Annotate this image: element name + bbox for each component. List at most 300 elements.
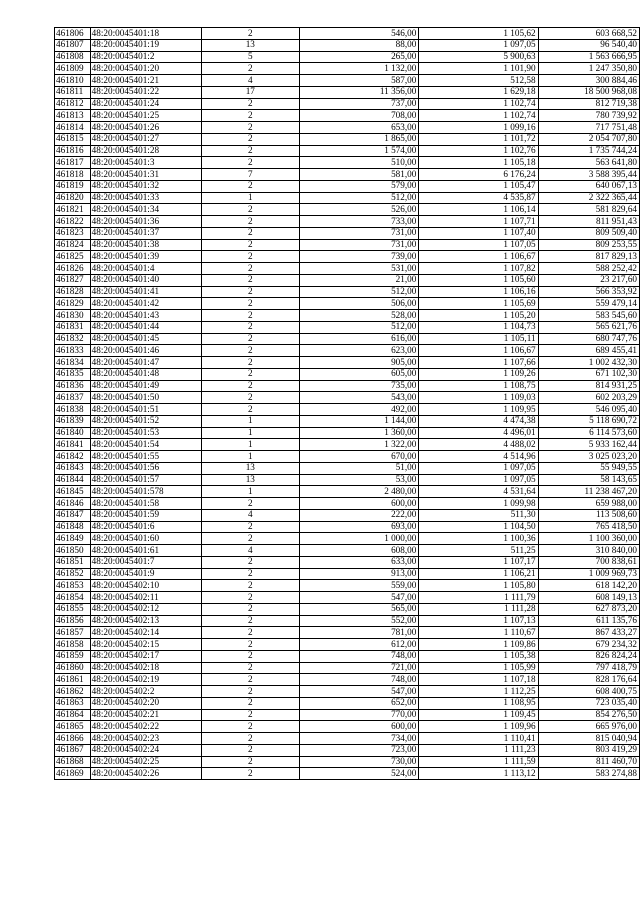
row-id-cell: 461864	[55, 709, 91, 721]
count-cell: 2	[201, 521, 299, 533]
cadastral-number-cell: 48:20:0045401:9	[90, 568, 201, 580]
table-row	[55, 157, 640, 169]
unit-value-cell: 1 113,12	[419, 768, 538, 780]
total-value-cell: 18 500 968,08	[538, 86, 639, 98]
count-cell: 2	[201, 639, 299, 651]
row-id-cell: 461810	[55, 75, 91, 87]
area-cell: 612,00	[299, 639, 419, 651]
cadastral-number-cell: 48:20:0045401:31	[90, 169, 201, 181]
area-cell: 512,00	[299, 321, 419, 333]
table-row	[55, 627, 640, 639]
unit-value-cell: 1 105,18	[419, 157, 538, 169]
area-cell: 51,00	[299, 462, 419, 474]
unit-value-cell: 1 109,45	[419, 709, 538, 721]
area-cell: 670,00	[299, 451, 419, 463]
total-value-cell: 854 276,50	[538, 709, 639, 721]
total-value-cell: 867 433,27	[538, 627, 639, 639]
count-cell: 2	[201, 662, 299, 674]
row-id-cell: 461807	[55, 39, 91, 51]
row-id-cell: 461868	[55, 756, 91, 768]
area-cell: 731,00	[299, 227, 419, 239]
total-value-cell: 3 025 023,20	[538, 451, 639, 463]
row-id-cell: 461860	[55, 662, 91, 674]
row-id-cell: 461862	[55, 686, 91, 698]
area-cell: 528,00	[299, 310, 419, 322]
table-row	[55, 721, 640, 733]
row-id-cell: 461816	[55, 145, 91, 157]
area-cell: 53,00	[299, 474, 419, 486]
unit-value-cell: 1 101,72	[419, 133, 538, 145]
cadastral-number-cell: 48:20:0045401:20	[90, 63, 201, 75]
unit-value-cell: 1 101,90	[419, 63, 538, 75]
table-row	[55, 39, 640, 51]
total-value-cell: 680 747,76	[538, 333, 639, 345]
count-cell: 2	[201, 133, 299, 145]
cadastral-number-cell: 48:20:0045401:54	[90, 439, 201, 451]
table-row	[55, 533, 640, 545]
area-cell: 492,00	[299, 404, 419, 416]
table-row	[55, 556, 640, 568]
count-cell: 2	[201, 404, 299, 416]
unit-value-cell: 1 107,17	[419, 556, 538, 568]
area-cell: 616,00	[299, 333, 419, 345]
table-row	[55, 380, 640, 392]
table-row	[55, 603, 640, 615]
area-cell: 1 360,00	[299, 427, 419, 439]
cadastral-table	[54, 27, 640, 780]
count-cell: 1	[201, 451, 299, 463]
count-cell: 2	[201, 157, 299, 169]
table-row	[55, 239, 640, 251]
cadastral-number-cell: 48:20:0045401:32	[90, 180, 201, 192]
table-row	[55, 298, 640, 310]
area-cell: 524,00	[299, 768, 419, 780]
table-row	[55, 686, 640, 698]
unit-value-cell: 1 105,47	[419, 180, 538, 192]
area-cell: 1 000,00	[299, 533, 419, 545]
table-row	[55, 251, 640, 263]
unit-value-cell: 1 099,16	[419, 122, 538, 134]
table-row	[55, 321, 640, 333]
area-cell: 581,00	[299, 169, 419, 181]
cadastral-number-cell: 48:20:0045402:24	[90, 744, 201, 756]
row-id-cell: 461850	[55, 545, 91, 557]
row-id-cell: 461808	[55, 51, 91, 63]
row-id-cell: 461858	[55, 639, 91, 651]
area-cell: 739,00	[299, 251, 419, 263]
area-cell: 623,00	[299, 345, 419, 357]
total-value-cell: 2 322 365,44	[538, 192, 639, 204]
cadastral-number-cell: 48:20:0045401:37	[90, 227, 201, 239]
table-row	[55, 662, 640, 674]
table-row	[55, 415, 640, 427]
row-id-cell: 461866	[55, 733, 91, 745]
table-row	[55, 122, 640, 134]
row-id-cell: 461822	[55, 216, 91, 228]
table-row	[55, 86, 640, 98]
area-cell: 565,00	[299, 603, 419, 615]
unit-value-cell: 1 105,60	[419, 274, 538, 286]
total-value-cell: 780 739,92	[538, 110, 639, 122]
cadastral-number-cell: 48:20:0045402:12	[90, 603, 201, 615]
row-id-cell: 461844	[55, 474, 91, 486]
count-cell: 1	[201, 427, 299, 439]
total-value-cell: 583 545,60	[538, 310, 639, 322]
area-cell: 723,00	[299, 744, 419, 756]
row-id-cell: 461827	[55, 274, 91, 286]
total-value-cell: 659 988,00	[538, 498, 639, 510]
unit-value-cell: 4 496,01	[419, 427, 538, 439]
total-value-cell: 826 824,24	[538, 650, 639, 662]
count-cell: 2	[201, 568, 299, 580]
cadastral-number-cell: 48:20:0045401:45	[90, 333, 201, 345]
table-row	[55, 568, 640, 580]
cadastral-number-cell: 48:20:0045402:21	[90, 709, 201, 721]
cadastral-number-cell: 48:20:0045401:4	[90, 263, 201, 275]
area-cell: 587,00	[299, 75, 419, 87]
unit-value-cell: 1 107,18	[419, 674, 538, 686]
total-value-cell: 566 353,92	[538, 286, 639, 298]
row-id-cell: 461838	[55, 404, 91, 416]
count-cell: 1	[201, 486, 299, 498]
row-id-cell: 461825	[55, 251, 91, 263]
unit-value-cell: 1 107,40	[419, 227, 538, 239]
count-cell: 2	[201, 674, 299, 686]
row-id-cell: 461839	[55, 415, 91, 427]
count-cell: 2	[201, 227, 299, 239]
count-cell: 1	[201, 415, 299, 427]
unit-value-cell: 4 531,64	[419, 486, 538, 498]
unit-value-cell: 1 110,67	[419, 627, 538, 639]
total-value-cell: 811 951,43	[538, 216, 639, 228]
table-row	[55, 509, 640, 521]
count-cell: 2	[201, 380, 299, 392]
cadastral-number-cell: 48:20:0045401:39	[90, 251, 201, 263]
total-value-cell: 1 735 744,24	[538, 145, 639, 157]
count-cell: 2	[201, 110, 299, 122]
count-cell: 2	[201, 274, 299, 286]
count-cell: 2	[201, 686, 299, 698]
row-id-cell: 461831	[55, 321, 91, 333]
cadastral-number-cell: 48:20:0045401:6	[90, 521, 201, 533]
row-id-cell: 461813	[55, 110, 91, 122]
unit-value-cell: 1 111,79	[419, 592, 538, 604]
count-cell: 2	[201, 298, 299, 310]
unit-value-cell: 1 105,62	[419, 28, 538, 40]
cadastral-number-cell: 48:20:0045401:27	[90, 133, 201, 145]
table-row	[55, 462, 640, 474]
cadastral-number-cell: 48:20:0045402:25	[90, 756, 201, 768]
row-id-cell: 461814	[55, 122, 91, 134]
unit-value-cell: 4 514,96	[419, 451, 538, 463]
row-id-cell: 461834	[55, 357, 91, 369]
count-cell: 2	[201, 533, 299, 545]
area-cell: 748,00	[299, 674, 419, 686]
area-cell: 512,00	[299, 192, 419, 204]
total-value-cell: 588 252,42	[538, 263, 639, 275]
total-value-cell: 583 274,88	[538, 768, 639, 780]
cadastral-number-cell: 48:20:0045401:57	[90, 474, 201, 486]
cadastral-number-cell: 48:20:0045401:21	[90, 75, 201, 87]
total-value-cell: 300 884,46	[538, 75, 639, 87]
unit-value-cell: 1 100,36	[419, 533, 538, 545]
table-row	[55, 615, 640, 627]
cadastral-number-cell: 48:20:0045402:23	[90, 733, 201, 745]
total-value-cell: 618 142,20	[538, 580, 639, 592]
total-value-cell: 546 095,40	[538, 404, 639, 416]
unit-value-cell: 512,58	[419, 75, 538, 87]
count-cell: 2	[201, 721, 299, 733]
row-id-cell: 461856	[55, 615, 91, 627]
row-id-cell: 461833	[55, 345, 91, 357]
cadastral-number-cell: 48:20:0045402:22	[90, 721, 201, 733]
cadastral-number-cell: 48:20:0045401:47	[90, 357, 201, 369]
count-cell: 1	[201, 192, 299, 204]
row-id-cell: 461820	[55, 192, 91, 204]
total-value-cell: 96 540,40	[538, 39, 639, 51]
table-row	[55, 639, 640, 651]
count-cell: 2	[201, 744, 299, 756]
table-row	[55, 263, 640, 275]
total-value-cell: 1 002 432,30	[538, 357, 639, 369]
area-cell: 633,00	[299, 556, 419, 568]
area-cell: 735,00	[299, 380, 419, 392]
cadastral-number-cell: 48:20:0045401:49	[90, 380, 201, 392]
unit-value-cell: 4 474,38	[419, 415, 538, 427]
row-id-cell: 461826	[55, 263, 91, 275]
count-cell: 13	[201, 462, 299, 474]
area-cell: 600,00	[299, 498, 419, 510]
table-row	[55, 216, 640, 228]
area-cell: 510,00	[299, 157, 419, 169]
count-cell: 2	[201, 592, 299, 604]
cadastral-number-cell: 48:20:0045402:2	[90, 686, 201, 698]
area-cell: 733,00	[299, 216, 419, 228]
row-id-cell: 461851	[55, 556, 91, 568]
row-id-cell: 461829	[55, 298, 91, 310]
unit-value-cell: 5 900,63	[419, 51, 538, 63]
area-cell: 531,00	[299, 263, 419, 275]
row-id-cell: 461828	[55, 286, 91, 298]
area-cell: 559,00	[299, 580, 419, 592]
row-id-cell: 461837	[55, 392, 91, 404]
count-cell: 2	[201, 733, 299, 745]
cadastral-number-cell: 48:20:0045402:17	[90, 650, 201, 662]
area-cell: 693,00	[299, 521, 419, 533]
area-cell: 721,00	[299, 662, 419, 674]
table-row	[55, 357, 640, 369]
unit-value-cell: 1 102,74	[419, 98, 538, 110]
area-cell: 913,00	[299, 568, 419, 580]
table-row	[55, 333, 640, 345]
table-row	[55, 486, 640, 498]
total-value-cell: 809 509,40	[538, 227, 639, 239]
unit-value-cell: 1 110,41	[419, 733, 538, 745]
cadastral-number-cell: 48:20:0045401:51	[90, 404, 201, 416]
unit-value-cell: 1 109,86	[419, 639, 538, 651]
total-value-cell: 723 035,40	[538, 697, 639, 709]
total-value-cell: 608 149,13	[538, 592, 639, 604]
unit-value-cell: 4 488,02	[419, 439, 538, 451]
row-id-cell: 461830	[55, 310, 91, 322]
row-id-cell: 461811	[55, 86, 91, 98]
table-row	[55, 368, 640, 380]
area-cell: 731,00	[299, 239, 419, 251]
table-row	[55, 169, 640, 181]
table-row	[55, 733, 640, 745]
count-cell: 2	[201, 556, 299, 568]
row-id-cell: 461821	[55, 204, 91, 216]
count-cell: 2	[201, 357, 299, 369]
table-row	[55, 697, 640, 709]
count-cell: 13	[201, 39, 299, 51]
unit-value-cell: 1 108,75	[419, 380, 538, 392]
row-id-cell: 461861	[55, 674, 91, 686]
total-value-cell: 559 479,14	[538, 298, 639, 310]
area-cell: 608,00	[299, 545, 419, 557]
unit-value-cell: 1 107,82	[419, 263, 538, 275]
unit-value-cell: 1 104,50	[419, 521, 538, 533]
table-row	[55, 75, 640, 87]
cadastral-number-cell: 48:20:0045402:19	[90, 674, 201, 686]
cadastral-number-cell: 48:20:0045401:33	[90, 192, 201, 204]
area-cell: 1 865,00	[299, 133, 419, 145]
cadastral-number-cell: 48:20:0045401:24	[90, 98, 201, 110]
count-cell: 5	[201, 51, 299, 63]
total-value-cell: 1 563 666,95	[538, 51, 639, 63]
count-cell: 2	[201, 615, 299, 627]
row-id-cell: 461869	[55, 768, 91, 780]
area-cell: 552,00	[299, 615, 419, 627]
total-value-cell: 58 143,65	[538, 474, 639, 486]
cadastral-number-cell: 48:20:0045401:34	[90, 204, 201, 216]
count-cell: 2	[201, 768, 299, 780]
total-value-cell: 563 641,80	[538, 157, 639, 169]
total-value-cell: 2 054 707,80	[538, 133, 639, 145]
total-value-cell: 814 931,25	[538, 380, 639, 392]
table-row	[55, 404, 640, 416]
row-id-cell: 461823	[55, 227, 91, 239]
cadastral-number-cell: 48:20:0045402:14	[90, 627, 201, 639]
total-value-cell: 671 102,30	[538, 368, 639, 380]
unit-value-cell: 1 106,67	[419, 345, 538, 357]
unit-value-cell: 1 106,67	[419, 251, 538, 263]
cadastral-number-cell: 48:20:0045401:46	[90, 345, 201, 357]
cadastral-number-cell: 48:20:0045402:11	[90, 592, 201, 604]
cadastral-number-cell: 48:20:0045401:36	[90, 216, 201, 228]
total-value-cell: 581 829,64	[538, 204, 639, 216]
unit-value-cell: 1 106,16	[419, 286, 538, 298]
row-id-cell: 461852	[55, 568, 91, 580]
row-id-cell: 461857	[55, 627, 91, 639]
unit-value-cell: 1 104,73	[419, 321, 538, 333]
count-cell: 2	[201, 263, 299, 275]
table-row	[55, 110, 640, 122]
count-cell: 2	[201, 239, 299, 251]
area-cell: 543,00	[299, 392, 419, 404]
total-value-cell: 5 118 690,72	[538, 415, 639, 427]
cadastral-number-cell: 48:20:0045401:42	[90, 298, 201, 310]
total-value-cell: 5 933 162,44	[538, 439, 639, 451]
cadastral-number-cell: 48:20:0045401:44	[90, 321, 201, 333]
total-value-cell: 679 234,32	[538, 639, 639, 651]
cadastral-number-cell: 48:20:0045401:58	[90, 498, 201, 510]
total-value-cell: 812 719,38	[538, 98, 639, 110]
area-cell: 905,00	[299, 357, 419, 369]
count-cell: 2	[201, 333, 299, 345]
cadastral-number-cell: 48:20:0045401:55	[90, 451, 201, 463]
row-id-cell: 461848	[55, 521, 91, 533]
total-value-cell: 23 217,60	[538, 274, 639, 286]
table-row	[55, 674, 640, 686]
row-id-cell: 461817	[55, 157, 91, 169]
area-cell: 653,00	[299, 122, 419, 134]
row-id-cell: 461846	[55, 498, 91, 510]
table-body	[55, 28, 640, 780]
cadastral-number-cell: 48:20:0045401:578	[90, 486, 201, 498]
cadastral-number-cell: 48:20:0045401:7	[90, 556, 201, 568]
table-row	[55, 474, 640, 486]
cadastral-number-cell: 48:20:0045401:61	[90, 545, 201, 557]
area-cell: 1 322,00	[299, 439, 419, 451]
table-row	[55, 650, 640, 662]
row-id-cell: 461824	[55, 239, 91, 251]
total-value-cell: 611 135,76	[538, 615, 639, 627]
area-cell: 600,00	[299, 721, 419, 733]
total-value-cell: 803 419,29	[538, 744, 639, 756]
cadastral-number-cell: 48:20:0045401:56	[90, 462, 201, 474]
area-cell: 547,00	[299, 592, 419, 604]
row-id-cell: 461836	[55, 380, 91, 392]
area-cell: 547,00	[299, 686, 419, 698]
row-id-cell: 461806	[55, 28, 91, 40]
unit-value-cell: 1 107,71	[419, 216, 538, 228]
table-row	[55, 592, 640, 604]
cadastral-number-cell: 48:20:0045401:60	[90, 533, 201, 545]
cadastral-number-cell: 48:20:0045401:28	[90, 145, 201, 157]
table-row	[55, 180, 640, 192]
row-id-cell: 461859	[55, 650, 91, 662]
area-cell: 512,00	[299, 286, 419, 298]
row-id-cell: 461815	[55, 133, 91, 145]
unit-value-cell: 1 629,18	[419, 86, 538, 98]
count-cell: 2	[201, 28, 299, 40]
area-cell: 1 144,00	[299, 415, 419, 427]
unit-value-cell: 1 107,66	[419, 357, 538, 369]
cadastral-number-cell: 48:20:0045402:20	[90, 697, 201, 709]
cadastral-number-cell: 48:20:0045402:10	[90, 580, 201, 592]
area-cell: 734,00	[299, 733, 419, 745]
total-value-cell: 765 418,50	[538, 521, 639, 533]
total-value-cell: 717 751,48	[538, 122, 639, 134]
table-row	[55, 521, 640, 533]
row-id-cell: 461863	[55, 697, 91, 709]
count-cell: 7	[201, 169, 299, 181]
total-value-cell: 11 238 467,20	[538, 486, 639, 498]
total-value-cell: 817 829,13	[538, 251, 639, 263]
count-cell: 2	[201, 603, 299, 615]
table-row	[55, 756, 640, 768]
row-id-cell: 461818	[55, 169, 91, 181]
total-value-cell: 565 621,76	[538, 321, 639, 333]
area-cell: 730,00	[299, 756, 419, 768]
area-cell: 88,00	[299, 39, 419, 51]
unit-value-cell: 1 097,05	[419, 474, 538, 486]
area-cell: 737,00	[299, 98, 419, 110]
unit-value-cell: 1 097,05	[419, 462, 538, 474]
row-id-cell: 461849	[55, 533, 91, 545]
unit-value-cell: 1 111,59	[419, 756, 538, 768]
